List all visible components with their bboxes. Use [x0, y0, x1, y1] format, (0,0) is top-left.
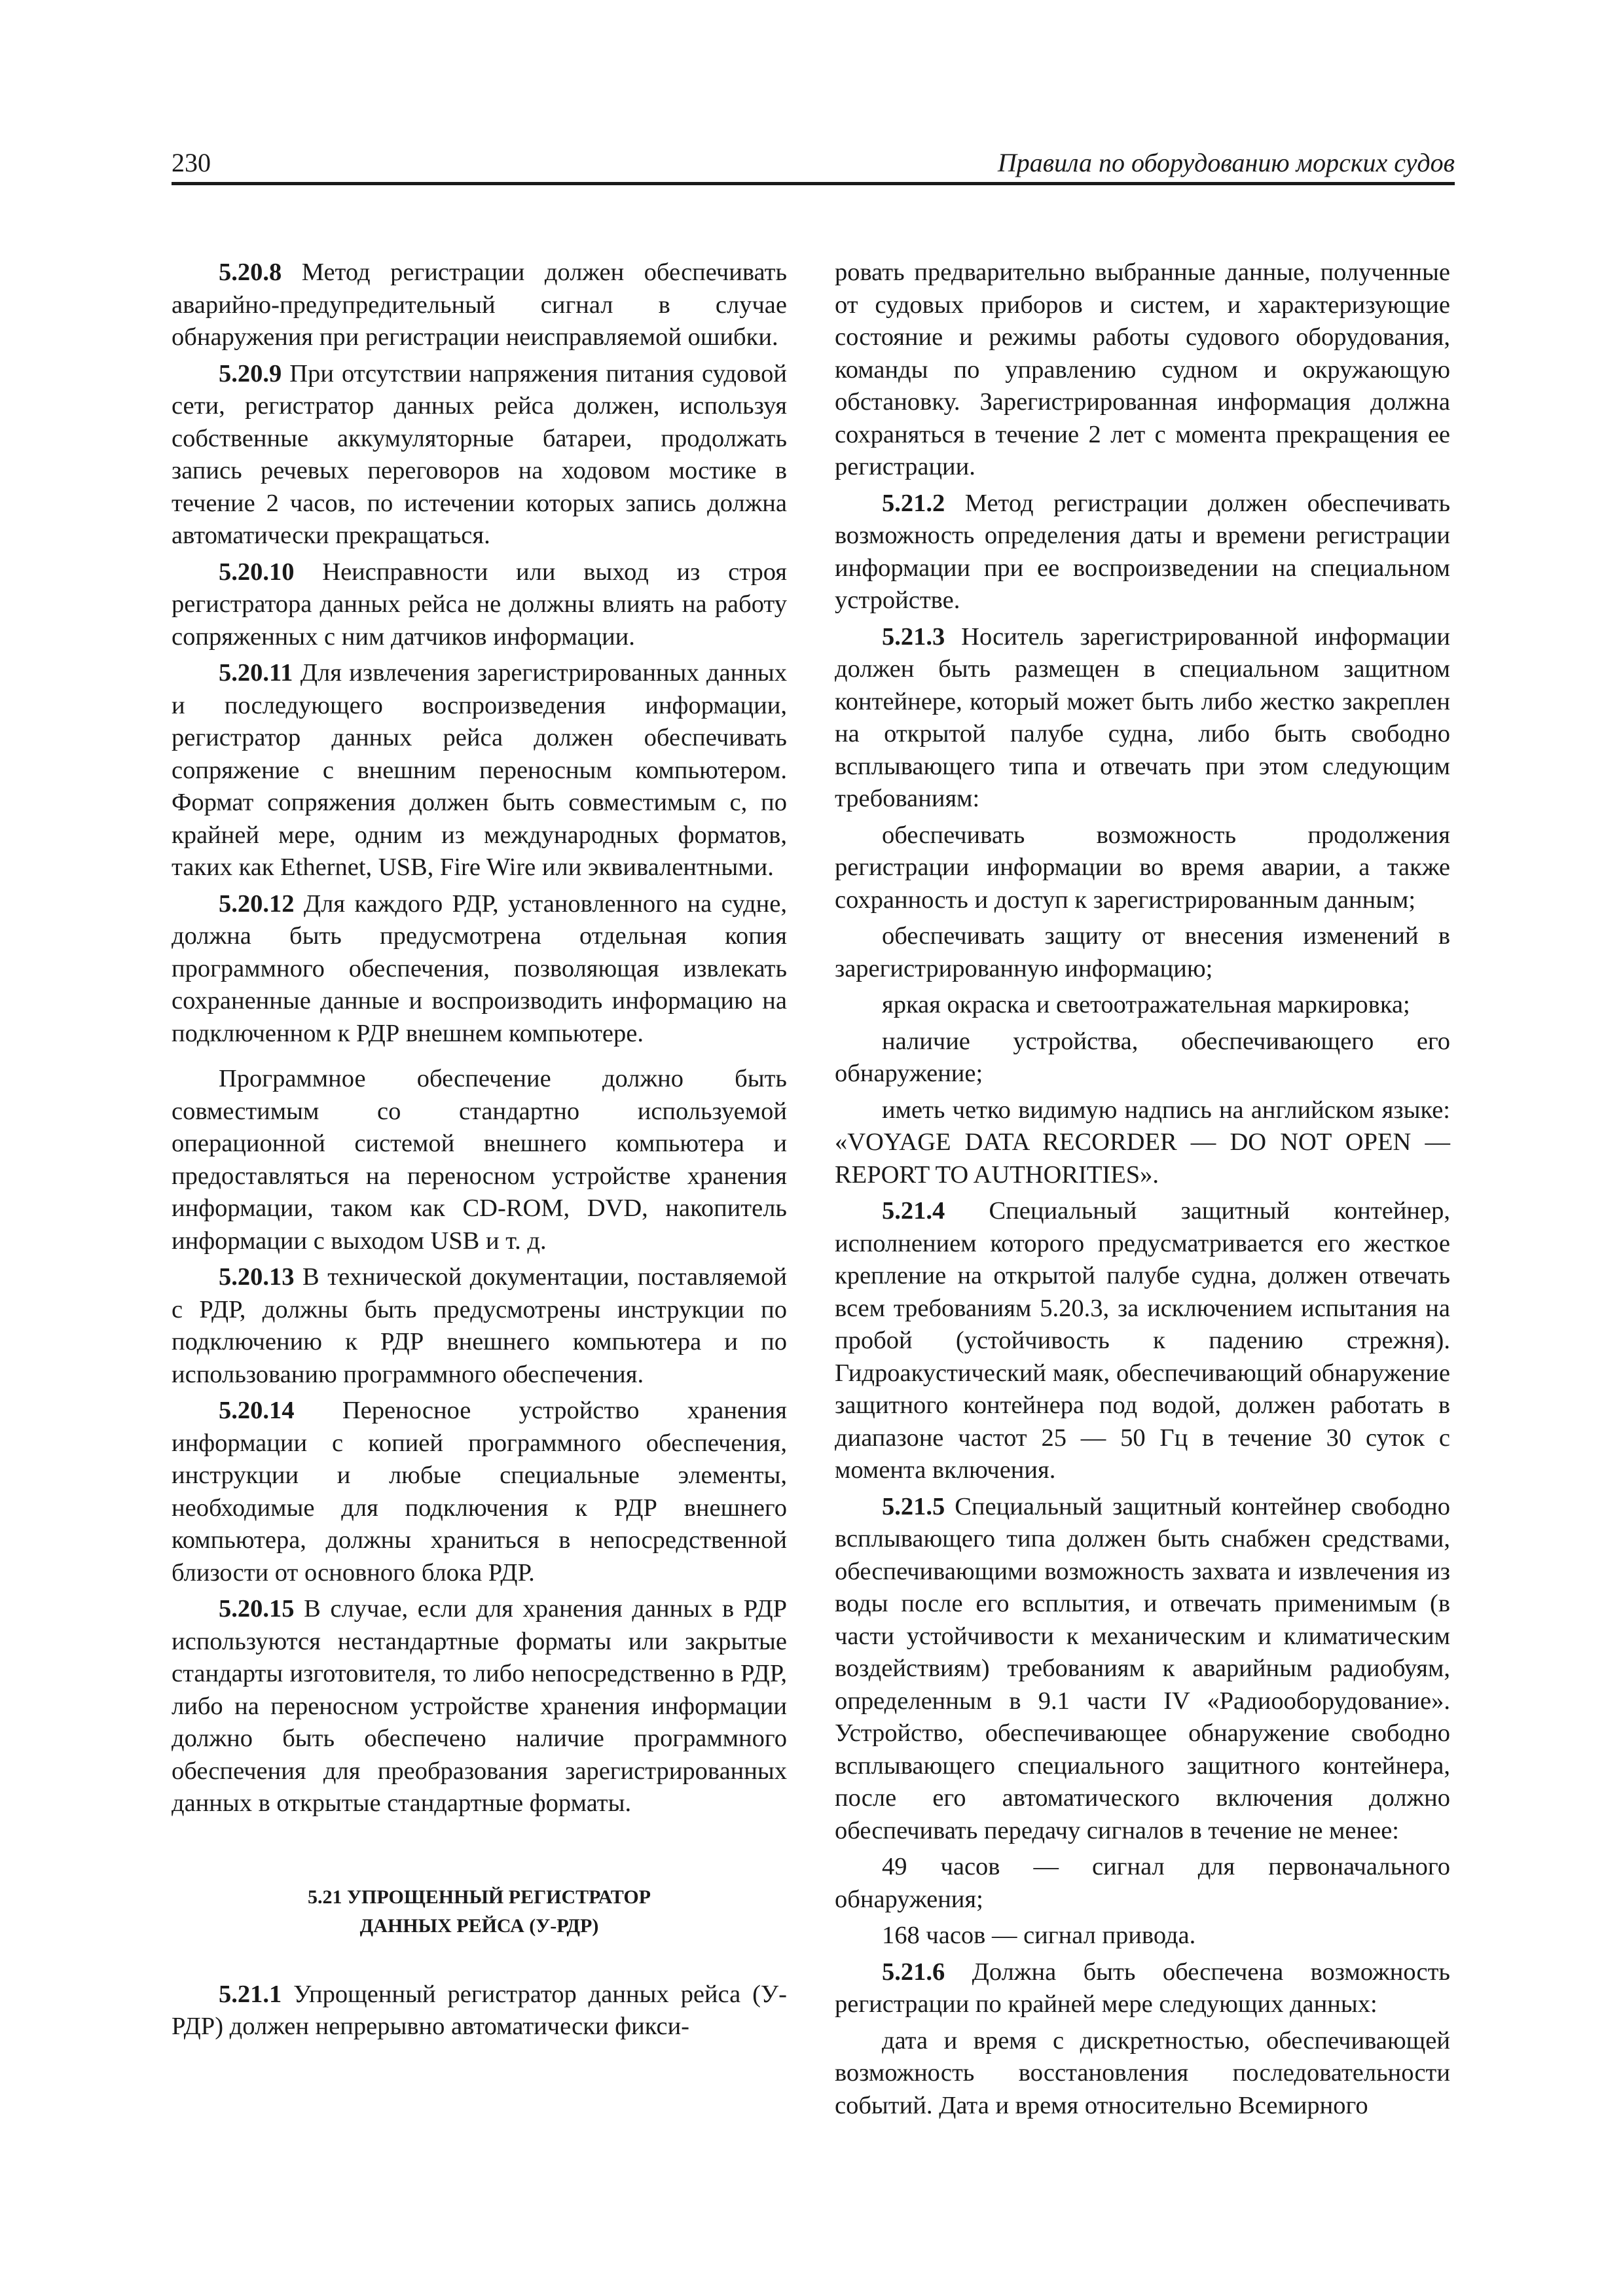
section-heading-5-21	[172, 1883, 787, 1941]
page-number: 230	[172, 148, 211, 177]
clause-number: 5.20.14	[219, 1397, 295, 1424]
clause-text: В технической документации, поставляемой с РДР, должны быть предусмотрены инструкции по подключению к РДР внешнего компьютера и по использованию программного обеспечения.	[172, 1263, 787, 1388]
clause-number: 5.21.1	[219, 1980, 282, 2008]
running-title: Правила по оборудованию морских судов	[997, 148, 1455, 177]
clause-text: Специальный защитный контейнер свободно всплывающего типа должен быть снабжен средствами, обеспечивающими возможность захвата и извлечения из воды после его всплытия, и отвечать применимым (в части устойчивости к механическим и климатическим воздействиям) требованиям к аварийным радиобуям, определенным в 9.1 части IV «Радиооборудование». Устройство, обеспечивающее обнаружение свободно всплывающего специального защитного контейнера, после его автоматического включения должно обеспечивать передачу сигналов в течение не менее:	[835, 1492, 1450, 1844]
clause-number: 5.20.9	[219, 359, 282, 387]
clause-number: 5.21.2	[882, 489, 945, 517]
signal-item: 49 часов — сигнал для первоначального обнаружения;	[835, 1853, 1450, 1913]
clause-text: Должна быть обеспечена возможность регистрации по крайней мере следующих данных:	[835, 1958, 1450, 2018]
paragraph-5-20-13	[172, 1261, 787, 1391]
requirement-item: яркая окраска и светоотражательная маркировка;	[882, 991, 1410, 1018]
paragraph-5-20-10	[172, 556, 787, 654]
requirement-item: обеспечивать возможность продолжения регистрации информации во время аварии, а также сохранность и доступ к зарегистрированным данным;	[835, 821, 1450, 914]
paragraph-5-20-15	[172, 1593, 787, 1820]
clause-text: Для каждого РДР, установленного на судне, должна быть предусмотрена отдельная копия программного обеспечения, позволяющая извлекать сохраненные данные и воспроизводить информацию на подключенном к РДР внешнем компьютере.	[172, 889, 787, 1047]
clause-text: Носитель зарегистрированной информации должен быть размещен в специальном защитном контейнере, который может быть либо жестко закреплен на открытой палубе судна, либо быть свободно всплывающего типа и отвечать при этом следующим требованиям:	[835, 622, 1450, 812]
paragraph-5-21-6	[835, 1956, 1450, 2021]
paragraph-5-21-2	[835, 488, 1450, 617]
paragraph-5-21-1-continued: ровать предварительно выбранные данные, полученные от судовых приборов и систем, и характеризующие состояние и режимы работы судового оборудования, команды по управлению судном и окружающую обстановку. Зарегистрированная информация должна сохраняться в течение 2 лет с момента прекращения ее регистрации.	[835, 259, 1450, 480]
clause-text: Неисправности или выход из строя регистратора данных рейса не должны влиять на работу сопряженных с ним датчиков информации.	[172, 558, 787, 651]
paragraph-5-21-4	[835, 1195, 1450, 1487]
clause-number: 5.21.4	[882, 1197, 945, 1225]
signal-item: 168 часов — сигнал привода.	[882, 1922, 1196, 1949]
clause-number: 5.20.8	[219, 259, 282, 286]
requirement-item: иметь четко видимую надпись на английском языке: «VOYAGE DATA RECORDER — DO NOT OPEN — REPORT TO AUTHORITIES».	[835, 1096, 1450, 1189]
clause-number: 5.20.13	[219, 1263, 295, 1291]
clause-number: 5.20.12	[219, 889, 295, 918]
requirement-item: обеспечивать защиту от внесения изменений в зарегистрированную информацию;	[835, 922, 1450, 982]
paragraph-5-20-12	[172, 888, 787, 1050]
clause-number: 5.21.6	[882, 1958, 945, 1986]
paragraph-5-21-3	[835, 621, 1450, 816]
clause-text: При отсутствии напряжения питания судовой сети, регистратор данных рейса должен, используя собственные аккумуляторные батареи, продолжать запись речевых переговоров на ходовом мостике в течение 2 часов, по истечении которых запись должна автоматически прекращаться.	[172, 359, 787, 549]
requirement-item: наличие устройства, обеспечивающего его обнаружение;	[835, 1027, 1450, 1087]
clause-text: Специальный защитный контейнер, исполнением которого предусматривается его жесткое крепление на открытой палубе судна, должен отвечать всем требованиям 5.20.3, за исключением испытания на пробой (устойчивость к падению стрежня). Гидроакустический маяк, обеспечивающий обнаружение защитного контейнера под водой, должен работать в диапазоне частот 25 — 50 Гц в течение 30 суток с момента включения.	[835, 1197, 1450, 1484]
clause-number: 5.21.3	[882, 622, 945, 651]
paragraph-5-20-9	[172, 358, 787, 552]
clause-text: Метод регистрации должен обеспечивать возможность определения даты и времени регистрации информации при ее воспроизведении на специальном устройстве.	[835, 489, 1450, 614]
data-item: дата и время с дискретностью, обеспечивающей возможность восстановления последовательности событий. Дата и время относительно Всемирного	[835, 2026, 1450, 2119]
paragraph-5-21-1	[172, 1979, 787, 2043]
section-heading-line-2: ДАННЫХ РЕЙСА (У-РДР)	[359, 1914, 599, 1937]
paragraph-5-20-8	[172, 257, 787, 354]
clause-text: Метод регистрации должен обеспечивать аварийно-предупредительный сигнал в случае обнаружения при регистрации неисправляемой ошибки.	[172, 259, 787, 351]
clause-text: Упрощенный регистратор данных рейса (У-РДР) должен непрерывно автоматически фикси-	[172, 1980, 787, 2040]
clause-text: Переносное устройство хранения информации с копией программного обеспечения, инструкции и любые специальные элементы, необходимые для подключения к РДР внешнего компьютера, должны храниться в непосредственной близости от основного блока РДР.	[172, 1397, 787, 1587]
clause-text: В случае, если для хранения данных в РДР используются нестандартные форматы или закрытые стандарты изготовителя, то либо непосредственно в РДР, либо на переносном устройстве хранения информации должно быть обеспечено наличие программного обеспечения для преобразования зарегистрированных данных в открытые стандартные форматы.	[172, 1595, 787, 1817]
clause-number: 5.21.5	[882, 1492, 945, 1520]
right-column	[835, 257, 1450, 2126]
left-column	[172, 257, 787, 2047]
page-header	[172, 143, 1455, 185]
paragraph-5-20-14	[172, 1395, 787, 1589]
clause-text: Для извлечения зарегистрированных данных и последующего воспроизведения информации, регистратор данных рейса должен обеспечивать сопряжение с внешним переносным компьютером. Формат сопряжения должен быть совместимым с, по крайней мере, одним из международных форматов, таких как Ethernet, USB, Fire Wire или эквивалентными.	[172, 659, 787, 881]
paragraph-5-21-5	[835, 1491, 1450, 1848]
clause-number: 5.20.10	[219, 558, 295, 586]
paragraph-5-20-11	[172, 657, 787, 884]
paragraph-software: Программное обеспечение должно быть совместимым со стандартно используемой операционной системой внешнего компьютера и предоставляться на переносном устройстве хранения информации, таком как CD-ROM, DVD, накопитель информации с выходом USB и т. д.	[172, 1065, 787, 1255]
clause-number: 5.20.15	[219, 1595, 295, 1623]
section-heading-line-1: 5.21 УПРОЩЕННЫЙ РЕГИСТРАТОР	[308, 1886, 651, 1908]
clause-number: 5.20.11	[219, 659, 293, 687]
